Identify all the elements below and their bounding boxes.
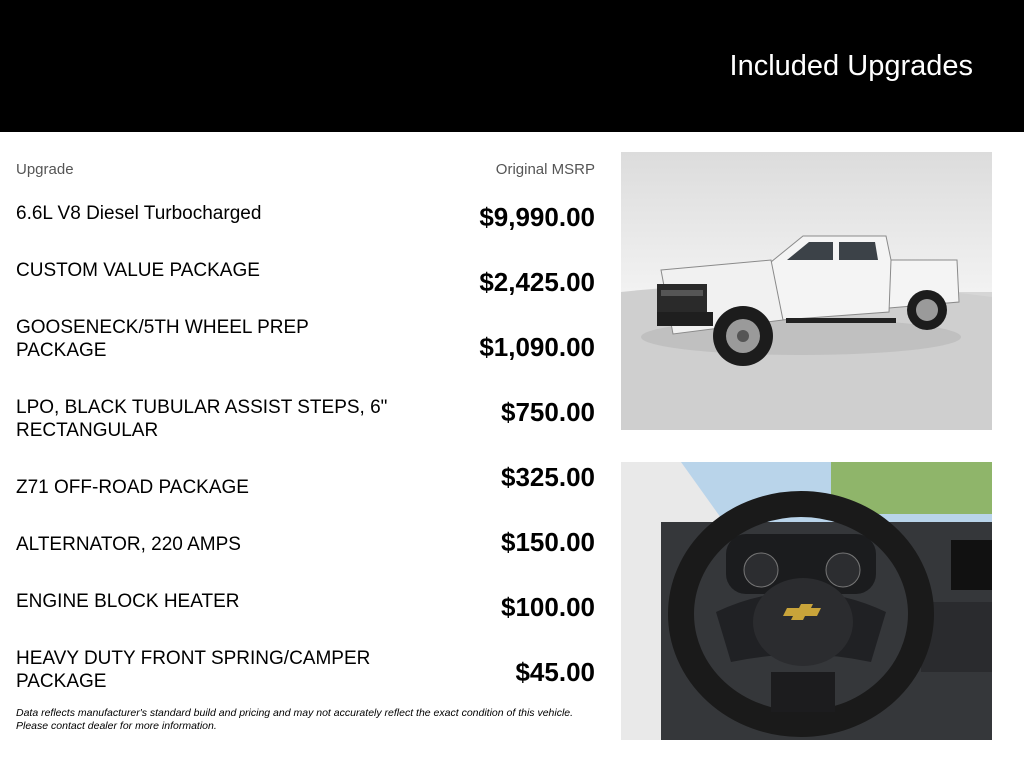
upgrade-name: CUSTOM VALUE PACKAGE [16, 260, 260, 281]
upgrade-name: 6.6L V8 Diesel Turbocharged [16, 203, 262, 224]
upgrade-price: $750.00 [501, 397, 595, 427]
upgrade-name: Z71 OFF-ROAD PACKAGE [16, 477, 249, 498]
upgrade-name: LPO, BLACK TUBULAR ASSIST STEPS, 6" RECTANGULAR [16, 397, 388, 441]
upgrade-name: ENGINE BLOCK HEATER [16, 591, 240, 612]
page-title: Included Upgrades [729, 50, 973, 82]
truck-exterior-photo [621, 152, 992, 430]
upgrade-name: GOOSENECK/5TH WHEEL PREP PACKAGE [16, 317, 309, 361]
upgrade-price: $1,090.00 [479, 332, 595, 362]
upgrade-price: $9,990.00 [479, 202, 595, 232]
disclaimer-text: Data reflects manufacturer's standard build and pricing and may not accurately reflect the exact condition of this vehicle. Please contact dealer for more information. [16, 707, 574, 732]
upgrade-price: $100.00 [501, 592, 595, 622]
steering-wheel-photo [621, 462, 992, 740]
upgrade-price: $2,425.00 [479, 267, 595, 297]
upgrade-column-header: Upgrade [16, 161, 74, 178]
upgrade-price: $45.00 [515, 657, 595, 687]
upgrade-name: ALTERNATOR, 220 AMPS [16, 534, 241, 555]
upgrade-name: HEAVY DUTY FRONT SPRING/CAMPER PACKAGE [16, 648, 371, 692]
upgrade-price: $150.00 [501, 527, 595, 557]
msrp-column-header: Original MSRP [495, 161, 595, 178]
header-bar [0, 0, 1024, 132]
upgrade-price: $325.00 [501, 462, 595, 492]
